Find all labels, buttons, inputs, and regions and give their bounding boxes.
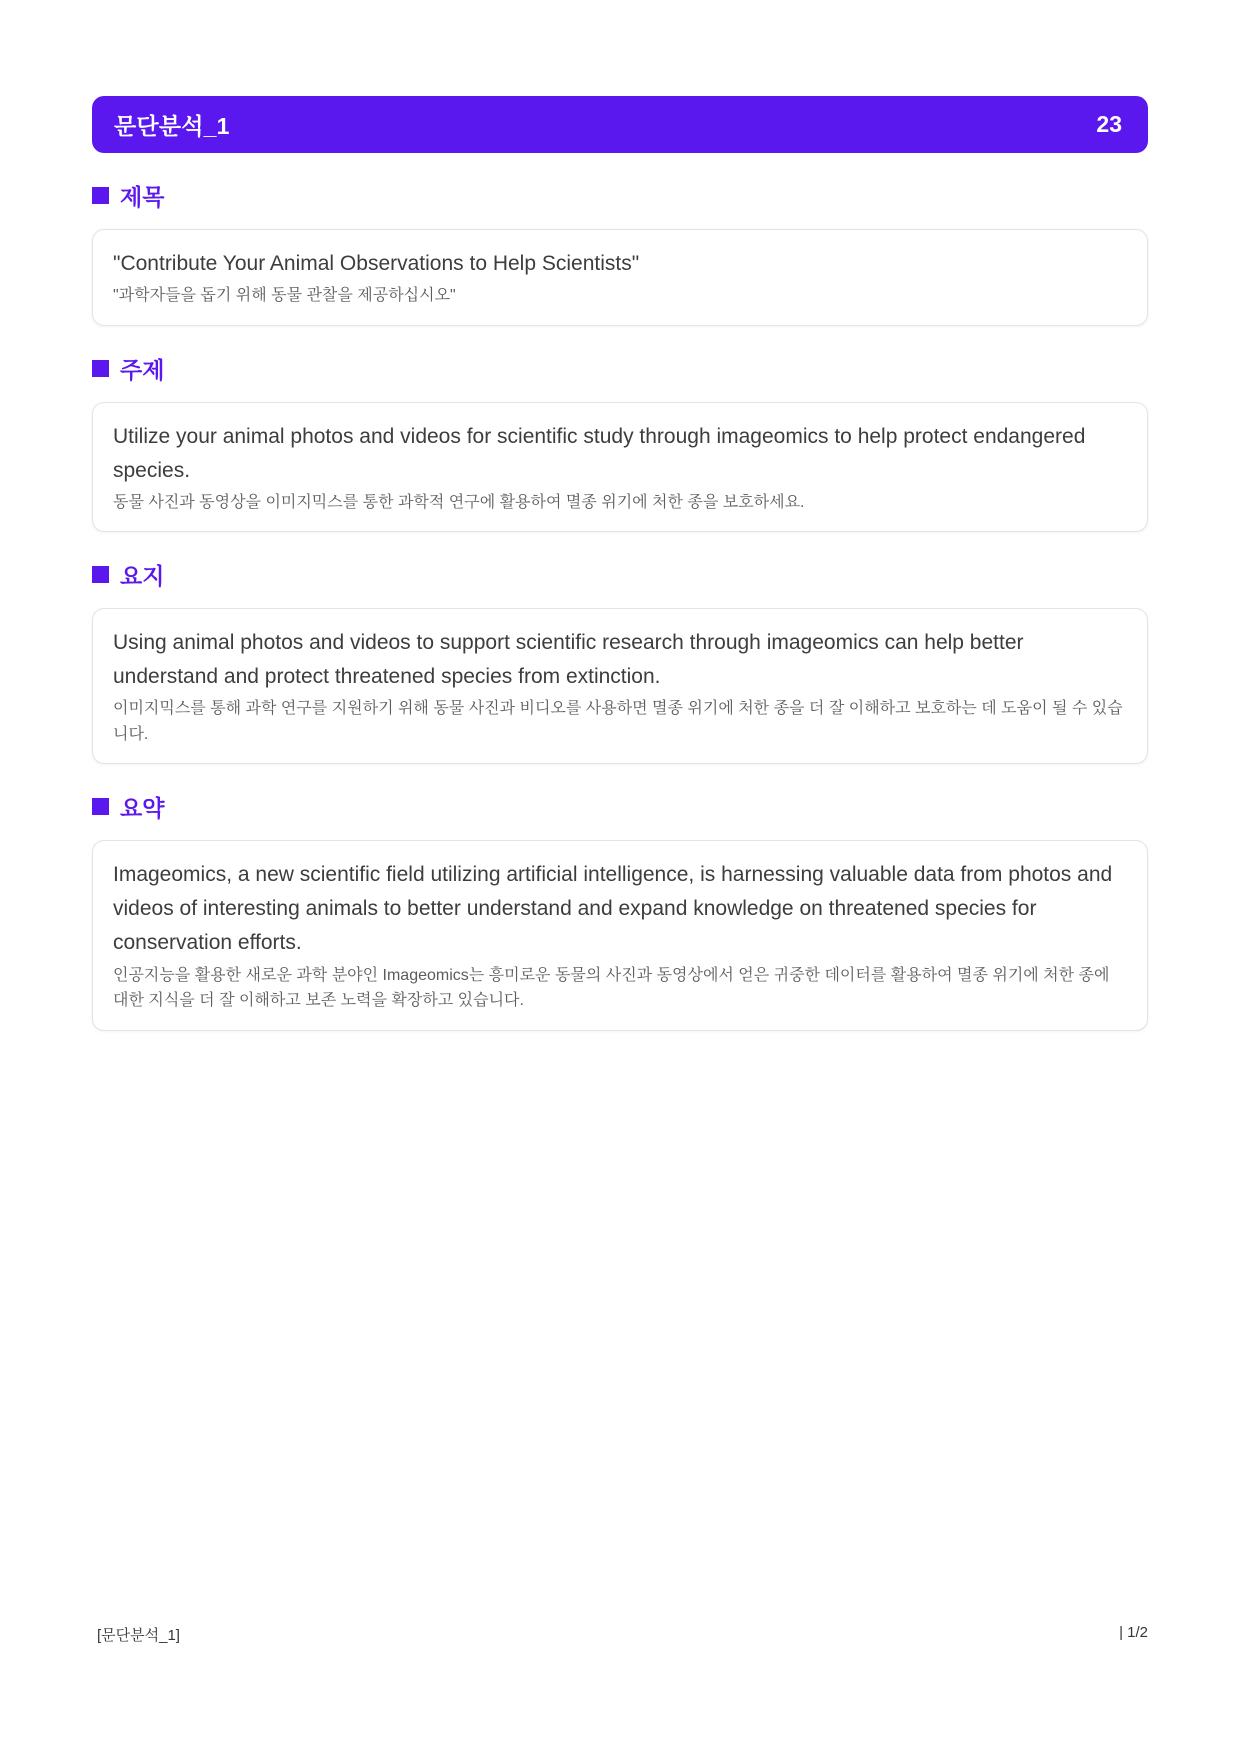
korean-translation: "과학자들을 돕기 위해 동물 관찰을 제공하십시오" bbox=[113, 287, 456, 305]
english-text: "Contribute Your Animal Observations to Help Scientists" bbox=[113, 252, 640, 275]
english-text: Utilize your animal photos and videos for scientific study through imageomics to help protect endangered species. bbox=[113, 424, 1086, 482]
square-bullet-icon bbox=[92, 566, 109, 583]
section-heading-gist bbox=[92, 558, 1148, 591]
page-number-badge: 23 bbox=[1096, 111, 1122, 137]
section-heading-topic bbox=[92, 352, 1148, 385]
section-heading-label: 제목 bbox=[120, 184, 165, 210]
english-text: Imageomics, a new scientific field utilizing artificial intelligence, is harnessing valuable data from photos and videos of interesting animals to better understand and expand knowledge on threatened species for conservation efforts. bbox=[113, 863, 1113, 955]
page-header-bar bbox=[92, 96, 1148, 153]
section-card-summary bbox=[92, 840, 1148, 1030]
section-heading-label: 요약 bbox=[120, 795, 165, 822]
korean-translation: 이미지믹스를 통해 과학 연구를 지원하기 위해 동물 사진과 비디오를 사용하면 멸종 위기에 처한 종을 더 잘 이해하고 보호하는 데 도움이 될 수 있습니다. bbox=[113, 700, 1123, 743]
english-text: Using animal photos and videos to support scientific research through imageomics can help better understand and protect threatened species from extinction. bbox=[113, 631, 1024, 689]
korean-translation: 인공지능을 활용한 새로운 과학 분야인 Imageomics는 흥미로운 동물의 사진과 동영상에서 얻은 귀중한 데이터를 활용하여 멸종 위기에 처한 종에 대한 지식을 더 잘 이해하고 보존 노력을 확장하고 있습니다. bbox=[113, 966, 1110, 1010]
section-heading-summary bbox=[92, 790, 1148, 823]
section-heading-label: 주제 bbox=[120, 356, 165, 383]
page-footer bbox=[97, 1624, 1148, 1645]
section-heading-label: 요지 bbox=[120, 563, 165, 590]
section-heading-title bbox=[92, 179, 1148, 212]
footer-document-label: [문단분석_1] bbox=[97, 1627, 180, 1644]
square-bullet-icon bbox=[92, 798, 109, 815]
section-card-title bbox=[92, 229, 1148, 326]
header-title: 문단분석_1 bbox=[114, 113, 230, 139]
section-card-gist bbox=[92, 608, 1148, 764]
section-card-topic bbox=[92, 402, 1148, 533]
korean-translation: 동물 사진과 동영상을 이미지믹스를 통한 과학적 연구에 활용하여 멸종 위기에 처한 종을 보호하세요. bbox=[113, 493, 805, 511]
footer-page-indicator: | 1/2 bbox=[1119, 1624, 1148, 1641]
square-bullet-icon bbox=[92, 187, 109, 204]
square-bullet-icon bbox=[92, 360, 109, 377]
